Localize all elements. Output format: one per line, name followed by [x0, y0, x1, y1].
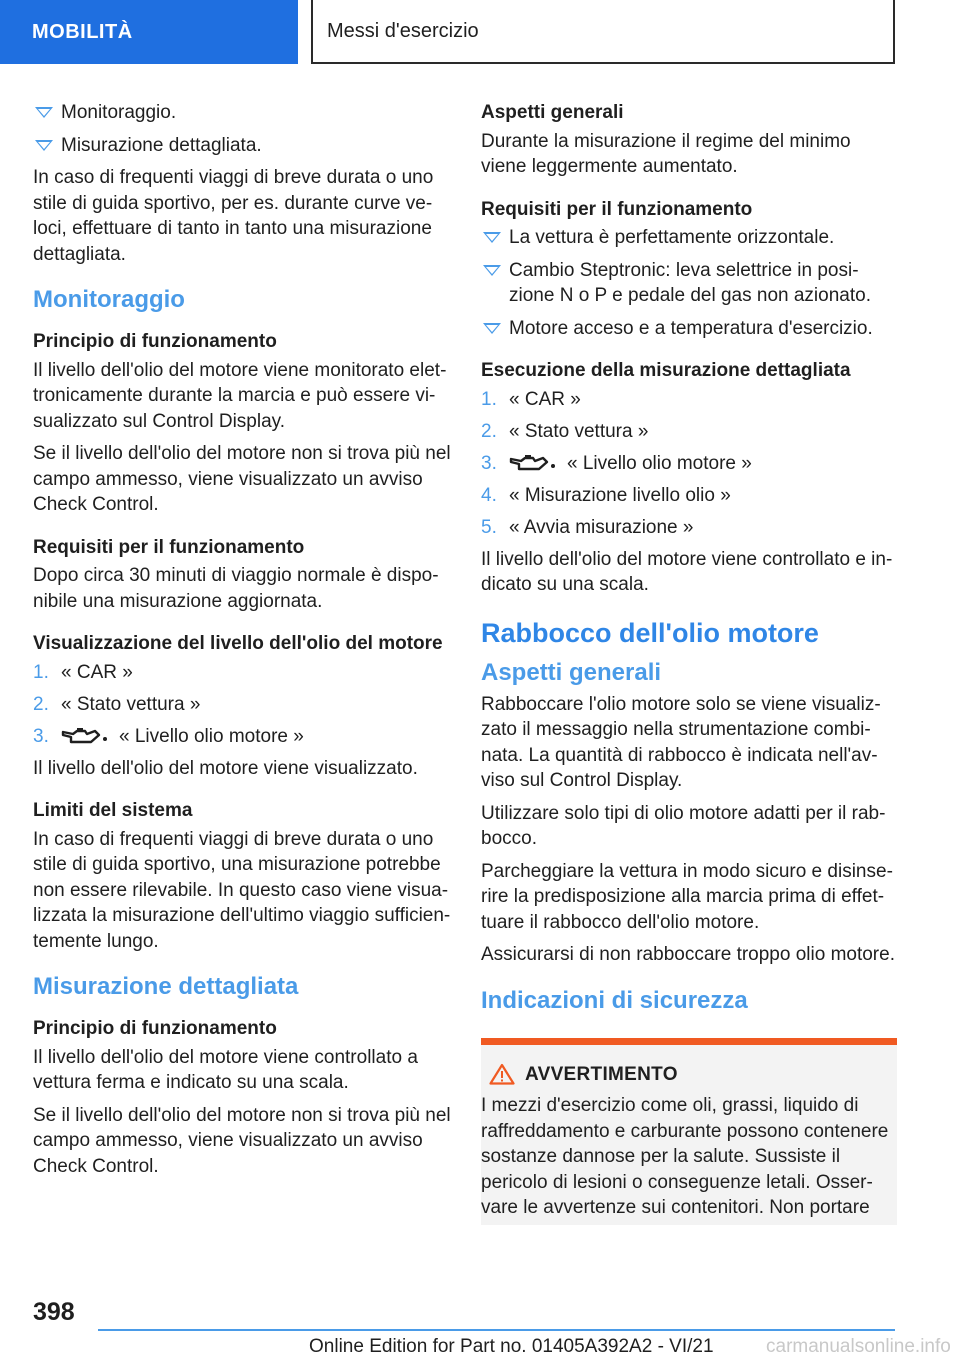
visualizzazione-heading: Visualizzazione del livello dell'olio del motore — [33, 633, 443, 654]
steps-list — [481, 387, 897, 541]
limiti-heading: Limiti del sistema — [33, 800, 193, 821]
paragraph: Il livello dell'olio del motore viene controllato a vettura ferma e indicato su una scala. — [33, 1046, 418, 1093]
intro-paragraph: In caso di frequenti viaggi di breve durata o uno stile di guida sportivo, per es. durante curve veloci, effettuare di tanto in tanto una misurazione dettagliata. — [33, 167, 434, 265]
list-item: 2. « Stato vettura » — [481, 420, 649, 442]
list-item: 3. « Livello olio motore » — [33, 725, 304, 747]
chapter-header — [311, 0, 895, 64]
requisiti-heading: Requisiti per il funzionamento — [33, 536, 305, 558]
oil-can-icon — [61, 726, 109, 746]
triangle-bullet-icon — [483, 323, 501, 334]
right-column — [481, 100, 897, 1225]
steps-list — [33, 660, 451, 750]
esecuzione-heading: Esecuzione della misurazione dettagliata — [481, 360, 851, 381]
oil-can-icon — [509, 453, 557, 473]
list-item: 3. « Livello olio motore » — [481, 452, 752, 474]
paragraph: Il livello dell'olio del motore viene visualizzato. — [33, 757, 418, 779]
paragraph: Rabboccare l'olio motore solo se viene visualizzato il messaggio nella strumentazione combinata. La quantità di rabbocco è indicata nell'avviso sul Control Display. — [481, 693, 881, 791]
list-item: 5. « Avvia misurazione » — [481, 516, 694, 538]
paragraph: Dopo circa 30 minuti di viaggio normale è disponibile una misurazione aggiornata. — [33, 565, 439, 612]
paragraph: Il livello dell'olio del motore viene monitorato elettronicamente durante la marcia e può essere visualizzato sul Control Display. — [33, 359, 447, 432]
list-item: Monitoraggio. — [33, 100, 451, 126]
footer-edition: Online Edition for Part no. 01405A392A2 - VI/21 — [309, 1336, 714, 1357]
warning-bar — [481, 1038, 897, 1045]
list-item: La vettura è perfettamente orizzontale. — [481, 225, 897, 251]
list-item: 1. « CAR » — [481, 388, 581, 410]
triangle-bullet-icon — [35, 107, 53, 118]
list-item: 4. « Misurazione livello olio » — [481, 484, 731, 506]
sicurezza-heading: Indicazioni di sicurezza — [481, 986, 748, 1014]
warning-triangle-icon — [489, 1063, 515, 1085]
requisiti-bullets — [481, 225, 897, 341]
warning-text: I mezzi d'esercizio come oli, grassi, liquido di raffreddamento e carburante possono contenere sostanze dannose per la salute. Sussiste il pericolo di lesioni o conseguenze letali. Osservare le avvertenze sui contenitori. Non portare — [481, 1095, 889, 1218]
paragraph: Durante la misurazione il regime del minimo viene leggermente aumentato. — [481, 130, 851, 177]
paragraph: Se il livello dell'olio del motore non si trova più nel campo ammesso, viene visualizzato un avviso Check Control. — [33, 443, 451, 515]
aspetti-heading: Aspetti generali — [481, 102, 624, 123]
list-item: Misurazione dettagliata. — [33, 133, 451, 159]
list-item: 2. « Stato vettura » — [33, 693, 201, 715]
list-item: Motore acceso e a temperatura d'esercizio. — [481, 316, 897, 342]
paragraph: Parcheggiare la vettura in modo sicuro e disinserire la predisposizione alla marcia prima di effettuare il rabbocco dell'olio motore. — [481, 860, 893, 933]
misurazione-heading: Misurazione dettagliata — [33, 973, 299, 1000]
triangle-bullet-icon — [483, 232, 501, 243]
intro-bullets — [33, 100, 451, 158]
footer-divider — [98, 1329, 895, 1331]
section-title: MOBILITÀ — [32, 20, 133, 43]
chapter-title: Messi d'esercizio — [327, 19, 479, 42]
warning-title: AVVERTIMENTO — [525, 1063, 678, 1085]
paragraph: Assicurarsi di non rabboccare troppo olio motore. — [481, 944, 895, 965]
monitoraggio-heading: Monitoraggio — [33, 286, 185, 313]
page-number: 398 — [33, 1298, 75, 1326]
paragraph: In caso di frequenti viaggi di breve durata o uno stile di guida sportivo, una misurazione potrebbe non essere rilevabile. In questo caso viene visualizzata la misurazione dell'ultimo viaggio sufficientemente lungo. — [33, 828, 451, 952]
aspetti2-heading: Aspetti generali — [481, 658, 662, 686]
rabbocco-heading: Rabbocco dell'olio motore — [481, 617, 819, 648]
principio2-heading: Principio di funzionamento — [33, 1018, 277, 1039]
watermark: carmanualsonline.info — [766, 1336, 951, 1357]
list-item: Cambio Steptronic: leva selettrice in posizione N o P e pedale del gas non azionato. — [481, 258, 897, 309]
paragraph: Utilizzare solo tipi di olio motore adatti per il rabbocco. — [481, 802, 886, 849]
requisiti2-heading: Requisiti per il funzionamento — [481, 198, 753, 220]
paragraph: Se il livello dell'olio del motore non si trova più nel campo ammesso, viene visualizzato un avviso Check Control. — [33, 1104, 451, 1177]
list-item: 1. « CAR » — [33, 661, 133, 683]
triangle-bullet-icon — [35, 140, 53, 151]
paragraph: Il livello dell'olio del motore viene controllato e indicato su una scala. — [481, 548, 893, 595]
principio-heading: Principio di funzionamento — [33, 331, 277, 352]
warning-title-row — [481, 1045, 897, 1094]
section-tab — [0, 0, 298, 64]
left-column — [33, 100, 451, 1186]
warning-box — [481, 1038, 897, 1225]
triangle-bullet-icon — [483, 265, 501, 276]
